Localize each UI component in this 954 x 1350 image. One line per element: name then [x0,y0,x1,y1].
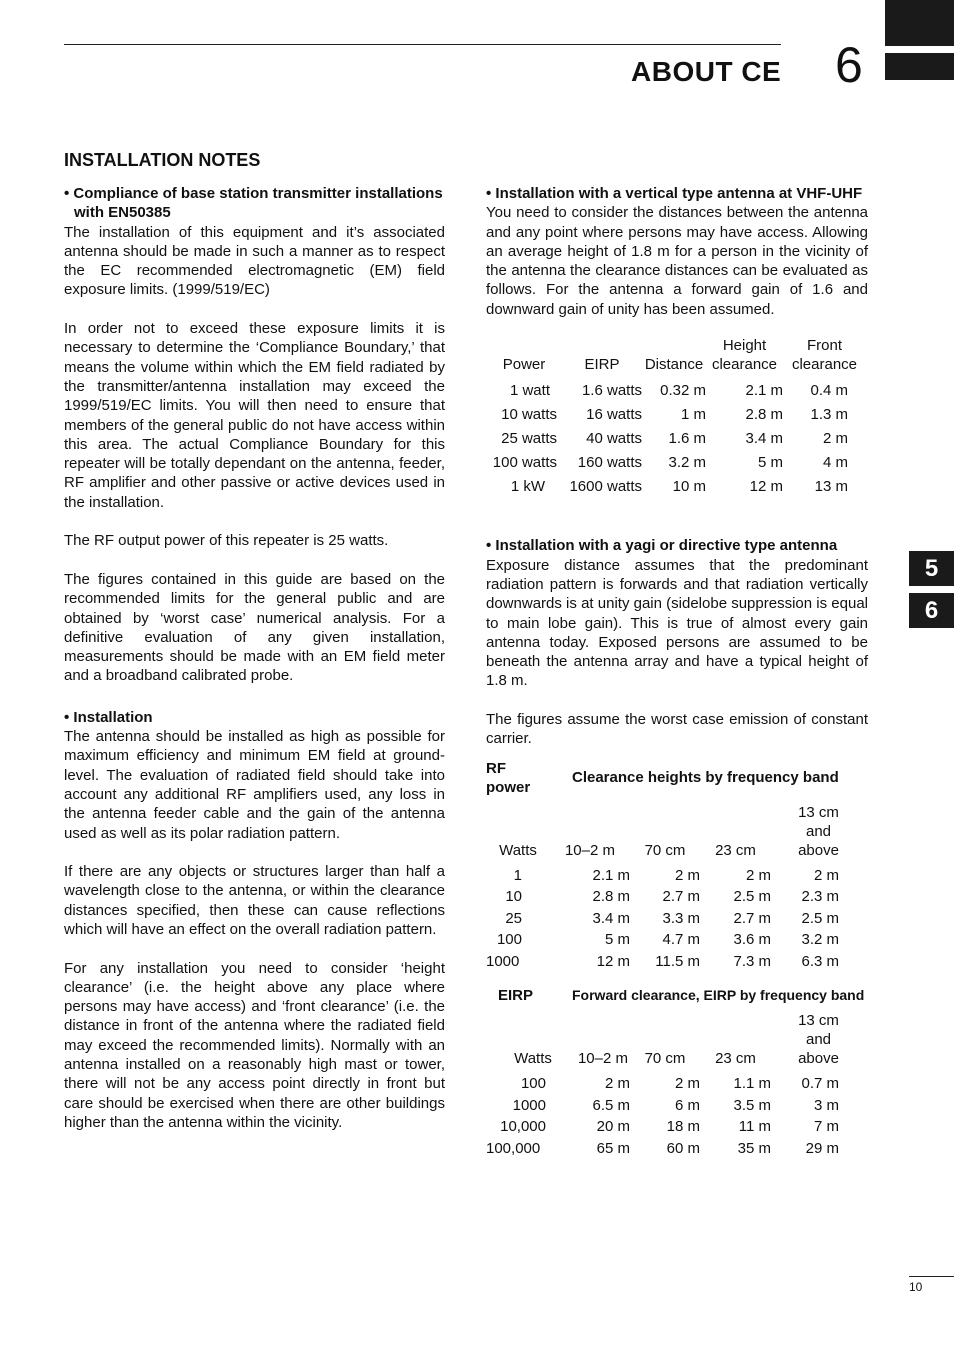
table-cell: 40 watts [586,429,642,447]
table-cell: 2.8 m [745,405,783,423]
table-cell: 160 watts [577,453,642,471]
table-caption-left: RF power [486,759,531,796]
table-cell: 25 watts [501,429,557,447]
table-cell: 1.3 m [810,405,848,423]
table-cell: 1000 [512,1096,546,1114]
page-number-rule [909,1276,954,1277]
chapter-tab-top [885,0,954,46]
table-cell: 2.5 m [733,888,771,906]
table-cell: 5 m [757,453,783,471]
paragraph: The figures contained in this guide are based on the recommended limits for the general public and are obtained by ‘worst case’ numerical analysis. For a definitive evaluation of any given installation, measurements should be made with an EM field meter and a broadband calibrated probe. [64,570,445,685]
table-row [486,908,866,930]
table-cell: 1 m [680,405,706,423]
column-header: 10–2 m [564,841,616,859]
table-cell: 65 m [596,1139,630,1157]
table-cell: 1.1 m [733,1075,771,1093]
paragraph: In order not to exceed these exposure limits it is necessary to determine the ‘Compliance Boundary,’ that means the volume within which the EM field radiated by the transmitter/antenna installation may exceed the 1999/519/EC limits. You will then need to ensure that members of the general public do not have access within this area. The actual Compliance Boundary for this repeater will be totally dependant on the antenna, feeder, RF amplifier and other passive or active devices used in the installation. [64,320,445,511]
column-header: Front clearance [791,337,858,374]
table-cell: 11.5 m [655,952,700,970]
paragraph: The antenna should be installed as high as possible for maximum efficiency and minimum EM field at ground-level. The evaluation of radiated field should take into account any additional RF amplifiers used, any loss in the antenna feeder cable and the gain of the antenna used as well as its polar radiation pattern. [64,728,445,842]
table-row [486,1116,866,1138]
table-cell: 12 m [596,952,630,970]
table-cell: 2.3 m [801,888,839,906]
bullet-heading-yagi-antenna: • Installation with a yagi or directive type antenna [486,537,838,555]
chapter-number: 6 [835,37,863,93]
table-cell: 60 m [666,1139,700,1157]
table-cell: 100,000 [486,1139,541,1157]
table-cell: 1 watt [509,381,550,399]
table-caption-left: EIRP [498,987,534,1005]
table-cell: 2 m [604,1075,630,1093]
table-cell: 5 m [604,931,630,949]
table-cell: 10,000 [500,1118,546,1136]
left-column [64,148,445,1152]
table-row [486,951,866,973]
page-number: 10 [909,1280,923,1294]
table-cell: 6.3 m [801,952,839,970]
table-cell: 6.5 m [592,1096,630,1114]
bullet-heading-installation: • Installation [64,708,153,726]
table-cell: 2.7 m [662,888,700,906]
column-header: Height clearance [711,337,778,374]
table-cell: 3.5 m [733,1096,771,1114]
table-row [486,474,866,498]
table-row [486,886,866,908]
table-row [486,1073,866,1095]
table-cell: 2.5 m [801,909,839,927]
table-cell: 3.4 m [592,909,630,927]
bullet-heading-vertical-antenna: • Installation with a vertical type antenna at VHF-UHF [486,185,863,202]
table-cell: 29 m [805,1139,839,1157]
column-header: 13 cm and above [798,1012,839,1068]
table-cell: 100 [496,931,522,949]
table-row [486,865,866,887]
table-row [486,1138,866,1160]
table-cell: 4 m [822,453,848,471]
table-cell: 3.3 m [662,909,700,927]
table-cell: 3.4 m [745,429,783,447]
table-cell: 6 m [674,1096,700,1114]
paragraph: The figures assume the worst case emission of constant carrier. [486,711,868,748]
paragraph: You need to consider the distances between the antenna and any point where persons may have access. Allowing an average height of 1.8 m for a person in the vicinity of the antenna the clearance distances can be evaluated as follows. For the antenna a forward gain of 1.6 and downward gain of unity has been assumed. [486,204,868,318]
table-row [486,929,866,951]
table-cell: 35 m [737,1139,771,1157]
table-cell: 2.7 m [733,909,771,927]
chapter-tab-bar [885,53,954,80]
table-cell: 7 m [813,1118,839,1136]
table-cell: 1.6 watts [581,381,642,399]
table-row [486,450,866,474]
table-cell: 3.2 m [668,453,706,471]
table-cell: 1.6 m [668,429,706,447]
vertical-antenna-table [486,336,866,498]
table-cell: 2 m [674,866,700,884]
clearance-heights-table [486,759,866,973]
column-header: 23 cm [715,1050,756,1068]
table-cell: 1 kW [510,477,545,495]
bullet-heading-compliance: • Compliance of base station transmitter installations with EN50385 [64,185,443,222]
page-title: ABOUT CE [631,56,782,87]
table-cell: 25 [505,909,522,927]
section-title: INSTALLATION NOTES [64,150,261,170]
side-tab-5[interactable]: 5 [909,551,954,586]
table-caption-right: Forward clearance, EIRP by frequency band [572,987,865,1004]
table-row [486,378,866,402]
table-row [486,402,866,426]
paragraph: The installation of this equipment and it’s associated antenna should be made in such a manner as to respect the EC recommended electromagnetic (EM) field exposure limits. (1999/519/EC) [64,223,445,299]
header-rule [64,44,781,45]
table-cell: 1600 watts [569,477,642,495]
table-cell: 1 [513,866,522,884]
table-cell: 2 m [822,429,848,447]
table-cell: 1000 [486,952,520,970]
table-cell: 100 watts [492,453,557,471]
column-header: 10–2 m [577,1050,629,1068]
column-header: Distance [644,356,704,374]
column-header: 13 cm and above [798,803,839,859]
table-cell: 0.4 m [810,381,848,399]
right-column [486,184,868,1159]
table-cell: 2.1 m [745,381,783,399]
forward-clearance-table [486,986,866,1159]
column-header: 23 cm [715,841,756,859]
table-cell: 3.6 m [733,931,771,949]
table-cell: 2.1 m [592,866,630,884]
column-header: Power [502,356,546,374]
table-cell: 11 m [738,1118,771,1136]
column-header: EIRP [584,356,620,374]
table-cell: 20 m [596,1118,630,1136]
table-cell: 4.7 m [662,931,700,949]
table-cell: 10 watts [501,405,557,423]
table-row [486,426,866,450]
table-caption-right: Clearance heights by frequency band [572,769,839,787]
table-cell: 3 m [813,1096,839,1114]
table-cell: 2 m [674,1075,700,1093]
side-tab-6[interactable]: 6 [909,593,954,628]
table-cell: 3.2 m [801,931,839,949]
table-cell: 0.32 m [660,381,706,399]
paragraph: The RF output power of this repeater is 25 watts. [64,532,389,550]
table-cell: 2.8 m [592,888,630,906]
table-cell: 12 m [749,477,783,495]
table-cell: 10 [505,888,522,906]
table-cell: 2 m [745,866,771,884]
table-row [486,1095,866,1117]
column-header: Watts [514,1050,552,1068]
table-cell: 13 m [814,477,848,495]
table-cell: 0.7 m [801,1075,839,1093]
column-header: 70 cm [644,841,686,859]
column-header: Watts [499,841,537,859]
table-cell: 2 m [813,866,839,884]
paragraph: If there are any objects or structures larger than half a wavelength close to the antenna, or within the clearance distances specified, then these can cause reflections which will have an effect on the overall radiation pattern. [64,863,445,938]
column-header: 70 cm [644,1050,686,1068]
paragraph: For any installation you need to consider ‘height clearance’ (i.e. the height above any place where persons may have access) and ‘front clearance’ (i.e. the distance in front of the antenna where the radiated field may exceed the recommended limits). Normally with an antenna installed on a reasonably high mast or tower, there will not be any access point directly in front but care should be exercised when there are other buildings higher than the antenna within the vicinity. [64,959,445,1131]
table-cell: 100 [520,1075,546,1093]
table-cell: 18 m [666,1118,700,1136]
paragraph: Exposure distance assumes that the predominant radiation pattern is forwards and that radiation vertically downwards is at unity gain (sidelobe suppression is equal to main lobe gain). This is true of almost every gain antenna today. Exposed persons are assumed to be beneath the antenna array and have a typical height of 1.8 m. [486,556,868,690]
table-cell: 16 watts [586,405,642,423]
table-cell: 10 m [672,477,706,495]
table-cell: 7.3 m [733,952,771,970]
